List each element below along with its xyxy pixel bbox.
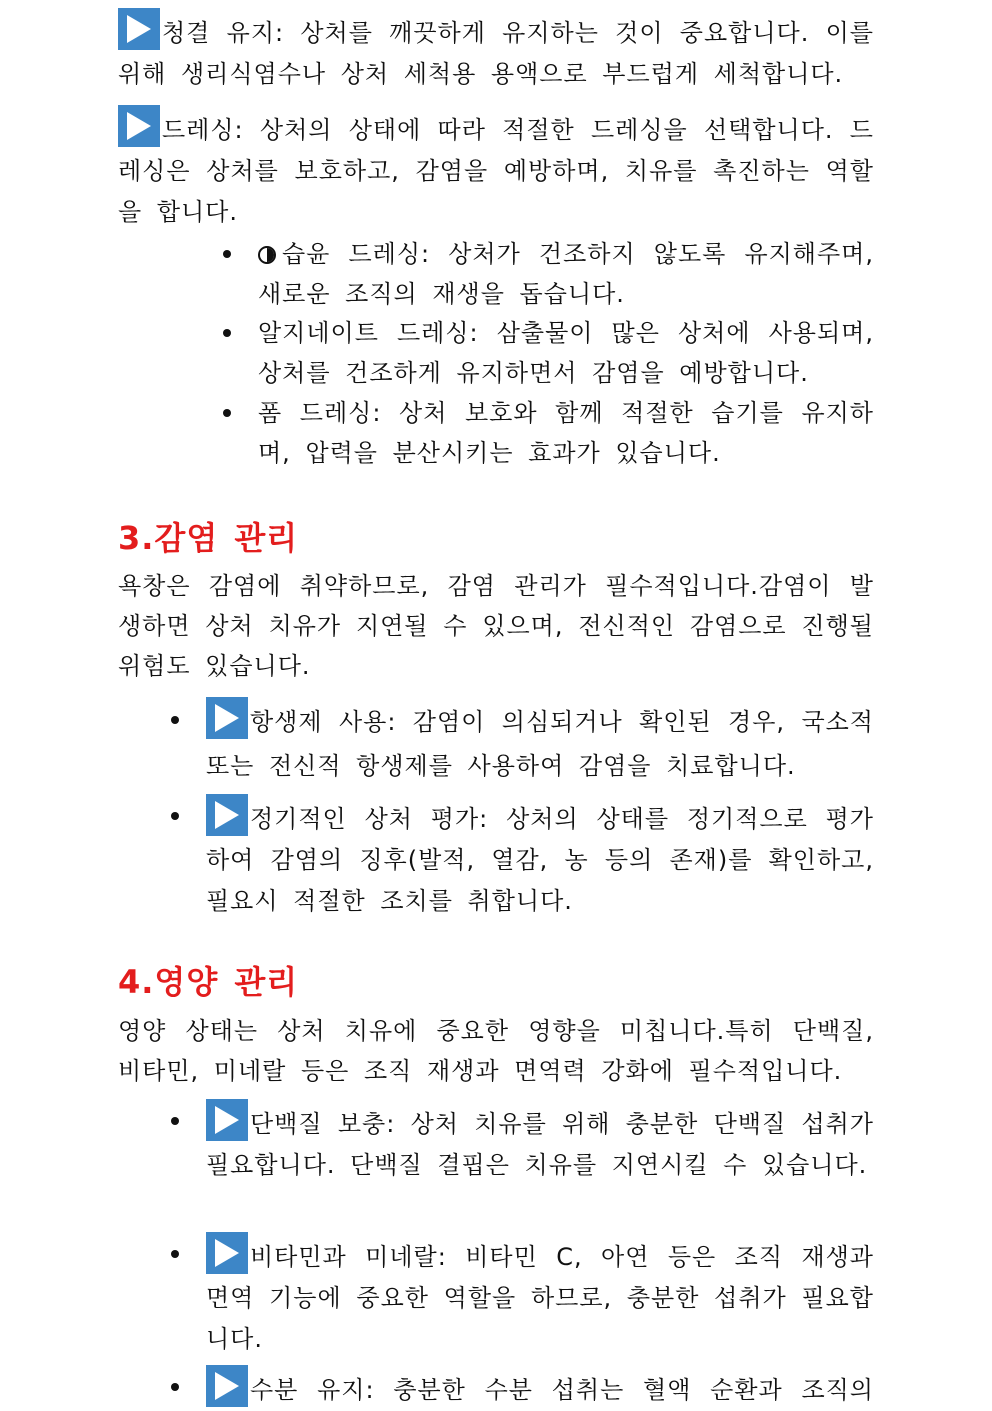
bullet-dot-icon <box>171 716 179 724</box>
bullet-dot-icon <box>223 329 231 337</box>
section-4-item-hydration-text: 수분 유지: 충분한 수분 섭취는 혈액 순환과 조직의 <box>250 1376 874 1404</box>
bullet-dot-icon <box>171 1117 179 1125</box>
play-arrow-icon <box>118 8 160 50</box>
dressing-type-moist <box>258 234 874 314</box>
section-4-item-protein-text: 단백질 보충: 상처 치유를 위해 충분한 단백질 섭취가 필요합니다. 단백질 결핍은 치유를 지연시킬 수 있습니다. <box>206 1110 874 1179</box>
play-arrow-icon <box>118 105 160 147</box>
bullet-dot-icon <box>171 1250 179 1258</box>
section-3-item-assessment <box>206 794 874 922</box>
section-4-item-protein <box>206 1099 874 1186</box>
section-3-item-assessment-text: 정기적인 상처 평가: 상처의 상태를 정기적으로 평가하여 감염의 징후(발적, 열감, 농 등의 존재)를 확인하고, 필요시 적절한 조치를 취합니다. <box>206 805 874 915</box>
bullet-dot-icon <box>223 250 231 258</box>
dressing-paragraph <box>118 105 874 233</box>
play-arrow-icon <box>206 1365 248 1407</box>
section-4-item-vitamins <box>206 1232 874 1360</box>
play-arrow-icon <box>206 794 248 836</box>
dressing-type-foam-text: 폼 드레싱: 상처 보호와 함께 적절한 습기를 유지하며, 압력을 분산시키는 효과가 있습니다. <box>258 399 874 467</box>
section-3-item-antibiotics-text: 항생제 사용: 감염이 의심되거나 확인된 경우, 국소적 또는 전신적 항생제를 사용하여 감염을 치료합니다. <box>206 708 874 780</box>
dressing-text: 드레싱: 상처의 상태에 따라 적절한 드레싱을 선택합니다. 드레싱은 상처를 보호하고, 감염을 예방하며, 치유를 촉진하는 역할을 합니다. <box>118 116 874 226</box>
dressing-type-moist-text: 습윤 드레싱: 상처가 건조하지 않도록 유지해주며, 새로운 조직의 재생을 돕습니다. <box>258 240 874 308</box>
bullet-dot-icon <box>171 1383 179 1391</box>
play-arrow-icon <box>206 1099 248 1141</box>
dressing-type-alginate <box>258 313 874 393</box>
play-arrow-icon <box>206 697 248 739</box>
section-3-intro: 욕창은 감염에 취약하므로, 감염 관리가 필수적입니다.감염이 발생하면 상처 치유가 지연될 수 있으며, 전신적인 감염으로 진행될 위험도 있습니다. <box>118 572 874 680</box>
half-circle-icon <box>258 246 276 264</box>
bullet-dot-icon <box>171 812 179 820</box>
section-4-intro: 영양 상태는 상처 치유에 중요한 영향을 미칩니다.특히 단백질, 비타민, 미네랄 등은 조직 재생과 면역력 강화에 필수적입니다. <box>118 1017 874 1085</box>
bullet-dot-icon <box>223 409 231 417</box>
cleaning-paragraph <box>118 8 874 95</box>
section-4-item-hydration <box>206 1365 874 1411</box>
section-3-heading: 3.감염 관리 <box>118 519 299 557</box>
section-4-item-vitamins-text: 비타민과 미네랄: 비타민 C, 아연 등은 조직 재생과 면역 기능에 중요한 역할을 하므로, 충분한 섭취가 필요합니다. <box>206 1243 874 1353</box>
play-arrow-icon <box>206 1232 248 1274</box>
dressing-type-foam <box>258 393 874 473</box>
section-3-item-antibiotics <box>206 697 874 788</box>
cleaning-text: 청결 유지: 상처를 깨끗하게 유지하는 것이 중요합니다. 이를 위해 생리식염수나 상처 세척용 용액으로 부드럽게 세척합니다. <box>118 19 874 88</box>
section-4-heading: 4.영양 관리 <box>118 963 299 1001</box>
dressing-type-alginate-text: 알지네이트 드레싱: 삼출물이 많은 상처에 사용되며, 상처를 건조하게 유지하면서 감염을 예방합니다. <box>258 319 874 387</box>
